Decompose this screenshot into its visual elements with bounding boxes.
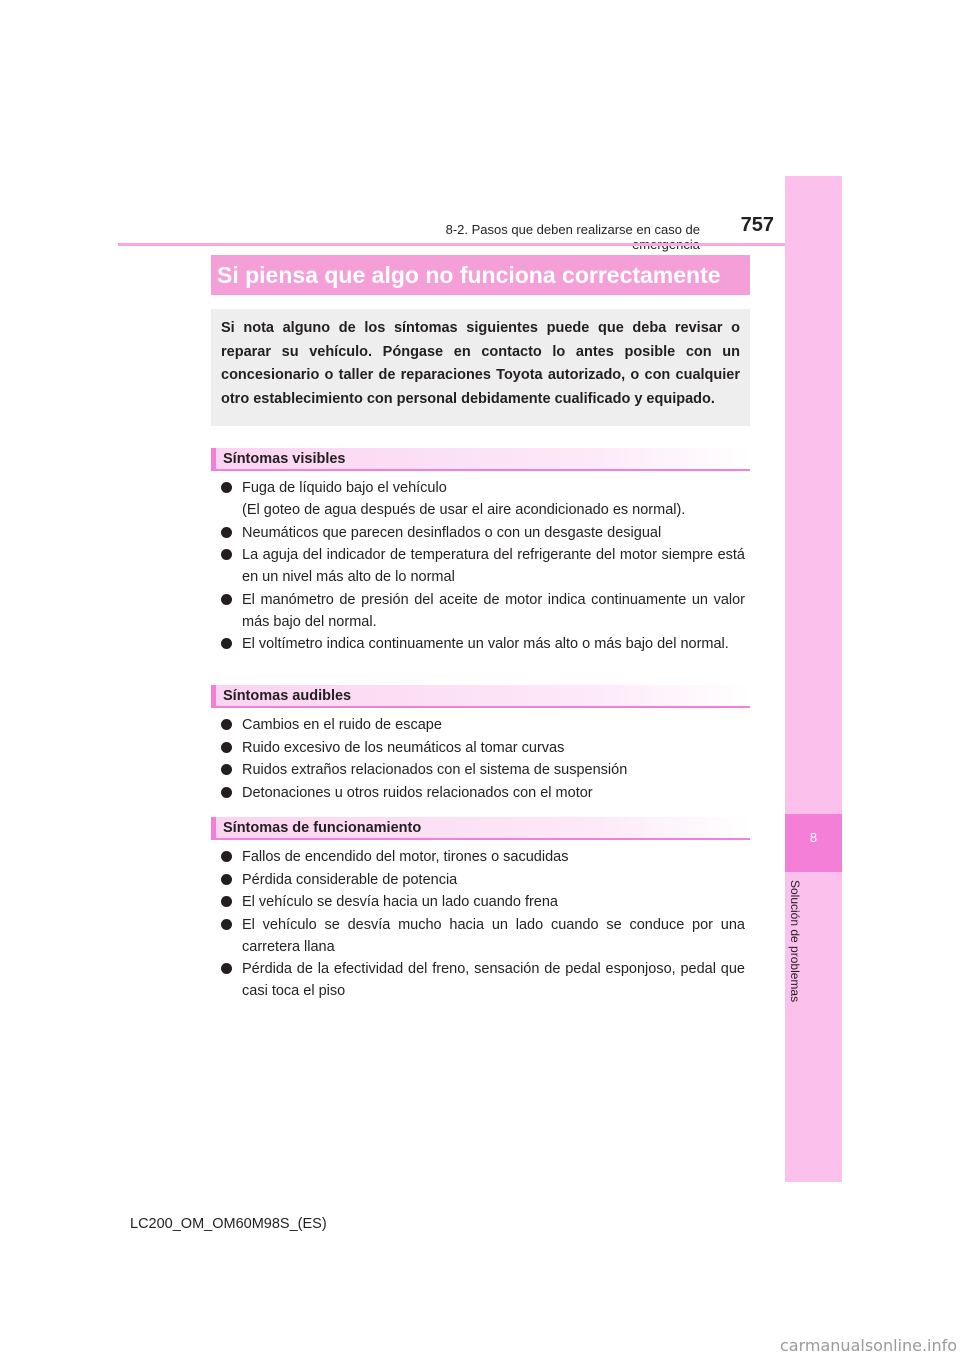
item-text: Ruido excesivo de los neumáticos al tomar curvas xyxy=(242,739,565,756)
section-title: Síntomas audibles xyxy=(223,688,352,704)
intro-text: Si nota alguno de los síntomas siguientes puede que deba revisar o reparar su vehículo. Póngase en contacto lo antes posible con un concesionario o taller de reparaciones Toyota autorizado, o con cualquier otro establecimiento con personal debidamente cualificado y equipado. xyxy=(221,320,740,407)
bullet-icon xyxy=(221,527,232,538)
watermark: carmanualsonline.info xyxy=(780,1336,958,1355)
list-item xyxy=(221,869,745,891)
list-item xyxy=(221,714,745,736)
section-title: Síntomas visibles xyxy=(223,451,346,467)
item-text: Detonaciones u otros ruidos relacionados con el motor xyxy=(242,784,593,801)
bullet-icon xyxy=(221,787,232,798)
item-text: Pérdida de la efectividad del freno, sensación de pedal esponjoso, pedal que casi toca el piso xyxy=(242,961,745,999)
item-text: Fuga de líquido bajo el vehículo (El goteo de agua después de usar el aire acondicionado es normal). xyxy=(242,480,686,518)
header-section-title: 8-2. Pasos que deben realizarse en caso de xyxy=(445,222,700,237)
item-text: Ruidos extraños relacionados con el sistema de suspensión xyxy=(242,762,628,778)
bullet-icon xyxy=(221,482,232,493)
manual-code: LC200_OM_OM60M98S_(ES) xyxy=(130,1216,327,1232)
item-text: El manómetro de presión del aceite de motor indica continuamente un valor más bajo del normal. xyxy=(242,591,745,630)
bullet-icon xyxy=(221,919,232,930)
item-text: Fallos de encendido del motor, tirones o sacudidas xyxy=(242,849,569,865)
bullet-icon xyxy=(221,874,232,885)
item-text: La aguja del indicador de temperatura del refrigerante del motor siempre está en un nivel más alto de lo normal xyxy=(242,547,745,585)
list-item xyxy=(221,737,745,759)
header-rule xyxy=(118,243,785,246)
item-text: El voltímetro indica continuamente un valor más alto o más bajo del normal. xyxy=(242,636,729,652)
section-header-visible xyxy=(211,448,750,471)
section-marker xyxy=(211,448,216,469)
list-visible-symptoms xyxy=(221,477,745,656)
list-item xyxy=(221,633,745,655)
section-marker xyxy=(211,685,216,706)
bullet-icon xyxy=(221,851,232,862)
bullet-icon xyxy=(221,963,232,974)
page-title: Si piensa que algo no funciona correctamente xyxy=(211,255,750,295)
section-header-operation xyxy=(211,817,750,840)
list-item xyxy=(221,846,745,868)
list-item xyxy=(221,914,745,958)
item-text: Neumáticos que parecen desinflados o con un desgaste desigual xyxy=(242,524,662,541)
list-item xyxy=(221,477,745,521)
item-text: Cambios en el ruido de escape xyxy=(242,717,442,733)
list-item xyxy=(221,891,745,913)
bullet-icon xyxy=(221,594,232,605)
list-item xyxy=(221,589,745,633)
intro-box xyxy=(211,309,750,426)
section-title: Síntomas de funcionamiento xyxy=(223,820,422,836)
bullet-icon xyxy=(221,549,232,560)
chapter-number: 8 xyxy=(809,830,818,845)
section-header-audible xyxy=(211,685,750,708)
item-text: Pérdida considerable de potencia xyxy=(242,871,458,888)
list-item xyxy=(221,522,745,544)
list-item xyxy=(221,958,745,1002)
list-audible-symptoms xyxy=(221,714,745,804)
list-item xyxy=(221,759,745,781)
bullet-icon xyxy=(221,896,232,907)
page-number: 757 xyxy=(740,214,774,236)
bullet-icon xyxy=(221,719,232,730)
bullet-icon xyxy=(221,764,232,775)
item-text: El vehículo se desvía hacia un lado cuando frena xyxy=(242,894,558,910)
bullet-icon xyxy=(221,742,232,753)
list-item xyxy=(221,782,745,804)
list-item xyxy=(221,544,745,588)
section-marker xyxy=(211,817,216,838)
item-text: El vehículo se desvía mucho hacia un lado cuando se conduce por una carretera llana xyxy=(242,916,745,955)
chapter-title: Solución de problemas xyxy=(788,880,802,1003)
bullet-icon xyxy=(221,638,232,649)
list-operation-symptoms xyxy=(221,846,745,1003)
side-tab xyxy=(785,176,842,1182)
